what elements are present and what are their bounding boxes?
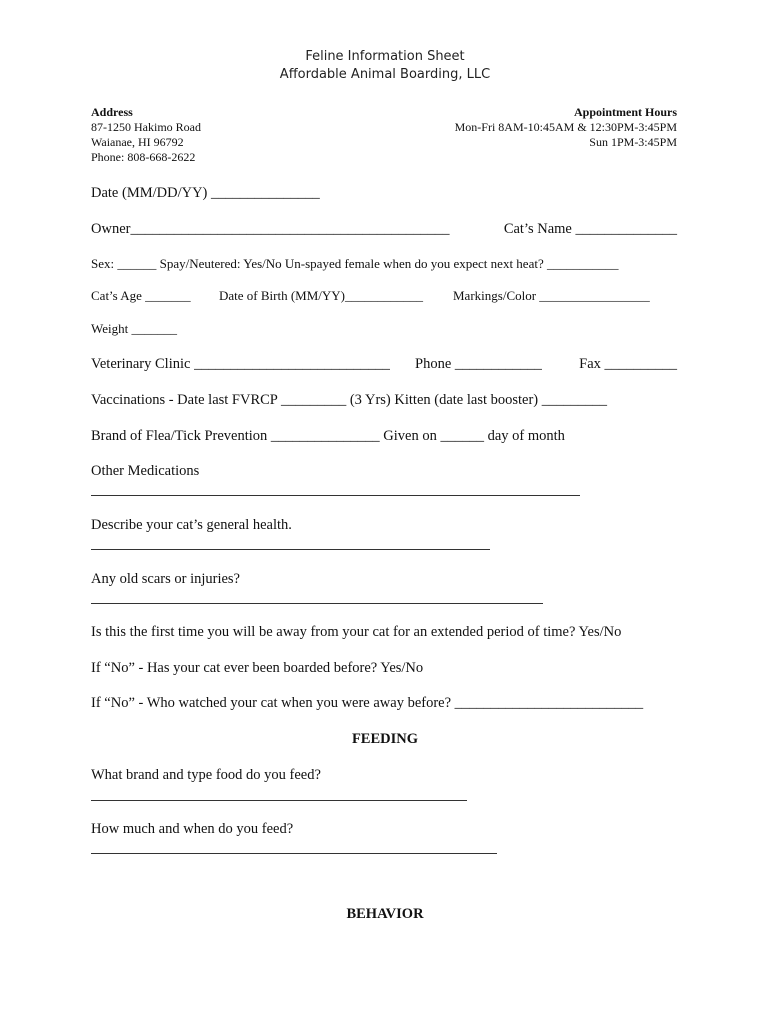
- food-brand-label: What brand and type food do you feed?: [91, 767, 321, 783]
- food-amount-line[interactable]: [91, 853, 497, 854]
- address-line2: Waianae, HI 96792: [91, 135, 184, 149]
- behavior-heading: BEHAVIOR: [346, 906, 424, 922]
- who-watched-question[interactable]: If “No” - Who watched your cat when you were away before? __________________________: [91, 695, 644, 711]
- vet-fax-field[interactable]: Fax __________: [579, 356, 677, 372]
- address-phone: Phone: 808-668-2622: [91, 150, 196, 164]
- food-amount-label: How much and when do you feed?: [91, 821, 294, 837]
- hours-label: Appointment Hours: [573, 105, 677, 119]
- feeding-heading: FEEDING: [351, 731, 419, 747]
- boarded-before-question[interactable]: If “No” - Has your cat ever been boarded before? Yes/No: [91, 660, 424, 676]
- general-health-line[interactable]: [91, 549, 490, 550]
- vet-clinic-field[interactable]: Veterinary Clinic ___________________________: [91, 356, 390, 372]
- weight-field[interactable]: Weight _______: [91, 321, 177, 336]
- owner-field[interactable]: Owner____________________________________________: [91, 221, 450, 237]
- form-subtitle: Affordable Animal Boarding, LLC: [279, 67, 491, 82]
- other-meds-label: Other Medications: [91, 463, 200, 479]
- form-title: Feline Information Sheet: [305, 49, 465, 64]
- other-meds-line[interactable]: [91, 495, 580, 496]
- sex-field[interactable]: Sex: ______ Spay/Neutered: Yes/No Un-spayed female when do you expect next heat? ___________: [91, 256, 619, 271]
- dob-field[interactable]: Date of Birth (MM/YY)____________: [219, 288, 424, 303]
- flea-tick-field[interactable]: Brand of Flea/Tick Prevention _______________ Given on ______ day of month: [91, 428, 565, 444]
- food-brand-line[interactable]: [91, 800, 467, 801]
- scars-label: Any old scars or injuries?: [91, 571, 240, 587]
- hours-sunday: Sun 1PM-3:45PM: [589, 135, 677, 149]
- vet-phone-field[interactable]: Phone ____________: [415, 356, 542, 372]
- hours-weekday: Mon-Fri 8AM-10:45AM & 12:30PM-3:45PM: [454, 120, 677, 134]
- vaccinations-field[interactable]: Vaccinations - Date last FVRCP _________ (3 Yrs) Kitten (date last booster) _________: [91, 392, 608, 408]
- cats-name-field[interactable]: Cat’s Name ______________: [503, 221, 677, 237]
- date-field[interactable]: Date (MM/DD/YY) _______________: [91, 185, 320, 201]
- address-label: Address: [91, 105, 133, 119]
- address-line1: 87-1250 Hakimo Road: [91, 120, 201, 134]
- scars-line[interactable]: [91, 603, 543, 604]
- cats-age-field[interactable]: Cat’s Age _______: [91, 288, 191, 303]
- markings-field[interactable]: Markings/Color _________________: [453, 288, 650, 303]
- first-time-question[interactable]: Is this the first time you will be away from your cat for an extended period of time? Yes/No: [91, 624, 622, 640]
- general-health-label: Describe your cat’s general health.: [91, 517, 292, 533]
